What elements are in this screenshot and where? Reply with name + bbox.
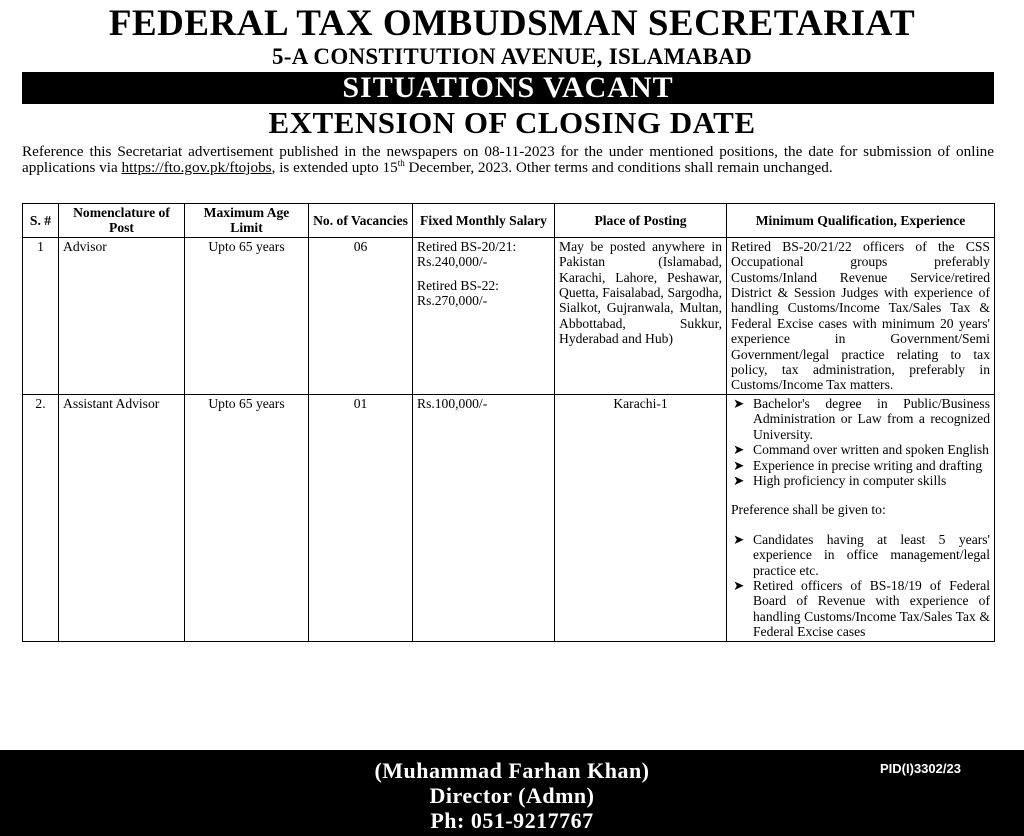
col-header-sno: S. # bbox=[23, 204, 59, 238]
table-row bbox=[23, 237, 995, 394]
intro-text-2: , is extended upto 15 bbox=[271, 159, 398, 176]
list-item bbox=[731, 442, 990, 457]
cell-age: Upto 65 years bbox=[185, 237, 309, 394]
pid-number: PID(I)3302/23 bbox=[880, 761, 961, 776]
col-header-post: Nomenclature of Post bbox=[59, 204, 185, 238]
signatory-designation: Director (Admn) bbox=[429, 783, 595, 808]
list-item-text: High proficiency in computer skills bbox=[753, 472, 947, 488]
list-item-text: Experience in precise writing and drafting bbox=[753, 457, 983, 473]
jobs-link[interactable]: https://fto.gov.pk/ftojobs bbox=[121, 159, 272, 176]
vacancy-table bbox=[22, 203, 995, 642]
intro-text-1: Reference this Secretariat advertisement published in the newspapers on 08-11-2023 for the under mentioned positions, the date for submission of online applications via bbox=[22, 143, 994, 176]
col-header-posting: Place of Posting bbox=[555, 204, 727, 238]
cell-salary bbox=[413, 237, 555, 394]
list-item-text: Candidates having at least 5 years' experience in office management/legal practice etc. bbox=[753, 531, 990, 578]
cell-posting: Karachi-1 bbox=[555, 394, 727, 641]
signature-footer bbox=[0, 750, 1024, 836]
banner-situations-vacant: SITUATIONS VACANT bbox=[22, 72, 994, 104]
cell-qualification: Retired BS-20/21/22 officers of the CSS Occupational groups preferably Customs/Inland Revenue Service/retired District & Session Judges with experience of handling Customs/Income Tax/Sales Tax & Federal Excise cases with minimum 20 years' experience in Government/Semi Government/legal practice relating to tax policy, tax administration, preferably in Customs/Income Tax matters. bbox=[727, 237, 995, 394]
cell-sno: 1 bbox=[23, 237, 59, 394]
date-superscript: th bbox=[397, 157, 405, 168]
cell-post: Assistant Advisor bbox=[59, 394, 185, 641]
cell-qualification bbox=[727, 394, 995, 641]
contact-phone: Ph: 051-9217767 bbox=[430, 808, 594, 833]
arrowhead-bullet-icon: ➤ bbox=[733, 577, 745, 593]
list-item bbox=[731, 458, 990, 473]
col-header-salary: Fixed Monthly Salary bbox=[413, 204, 555, 238]
org-title: FEDERAL TAX OMBUDSMAN SECRETARIAT bbox=[108, 3, 916, 44]
intro-paragraph bbox=[22, 144, 994, 176]
salary-line-a: Retired BS-20/21: Rs.240,000/- bbox=[417, 238, 517, 270]
table-row bbox=[23, 394, 995, 641]
col-header-age: Maximum Age Limit bbox=[185, 204, 309, 238]
cell-vacancies: 06 bbox=[309, 237, 413, 394]
salary-line-b: Retired BS-22: Rs.270,000/- bbox=[417, 277, 499, 309]
preference-list bbox=[731, 532, 990, 640]
intro-text-3: December, 2023. Other terms and conditions shall remain unchanged. bbox=[404, 159, 833, 176]
cell-post: Advisor bbox=[59, 237, 185, 394]
col-header-qualification: Minimum Qualification, Experience bbox=[727, 204, 995, 238]
cell-salary: Rs.100,000/- bbox=[413, 394, 555, 641]
list-item bbox=[731, 473, 990, 488]
cell-age: Upto 65 years bbox=[185, 394, 309, 641]
list-item bbox=[731, 578, 990, 640]
cell-sno: 2. bbox=[23, 394, 59, 641]
arrowhead-bullet-icon: ➤ bbox=[733, 457, 745, 473]
cell-posting: May be posted anywhere in Pakistan (Islamabad, Karachi, Lahore, Peshawar, Quetta, Faisalabad, Sargodha, Sialkot, Gujranwala, Multan, Abbottabad, Sukkur, Hyderabad and Hub) bbox=[555, 237, 727, 394]
qualification-list bbox=[731, 396, 990, 488]
list-item-text: Retired officers of BS-18/19 of Federal Board of Revenue with experience of handling Customs/Income Tax/Sales Tax & Federal Excise cases bbox=[753, 577, 990, 640]
list-item-text: Command over written and spoken English bbox=[753, 442, 989, 458]
arrowhead-bullet-icon: ➤ bbox=[733, 472, 745, 488]
table-header-row bbox=[23, 204, 995, 238]
list-item bbox=[731, 532, 990, 578]
preference-label: Preference shall be given to: bbox=[731, 502, 886, 518]
list-item-text: Bachelor's degree in Public/Business Administration or Law from a recognized University. bbox=[753, 395, 990, 442]
arrowhead-bullet-icon: ➤ bbox=[733, 395, 745, 411]
arrowhead-bullet-icon: ➤ bbox=[733, 442, 745, 458]
col-header-vacancies: No. of Vacancies bbox=[309, 204, 413, 238]
cell-vacancies: 01 bbox=[309, 394, 413, 641]
signatory-name: (Muhammad Farhan Khan) bbox=[374, 758, 650, 783]
org-address: 5-A CONSTITUTION AVENUE, ISLAMABAD bbox=[271, 44, 753, 69]
notice-subtitle: EXTENSION OF CLOSING DATE bbox=[268, 105, 756, 140]
list-item bbox=[731, 396, 990, 442]
arrowhead-bullet-icon: ➤ bbox=[733, 531, 745, 547]
